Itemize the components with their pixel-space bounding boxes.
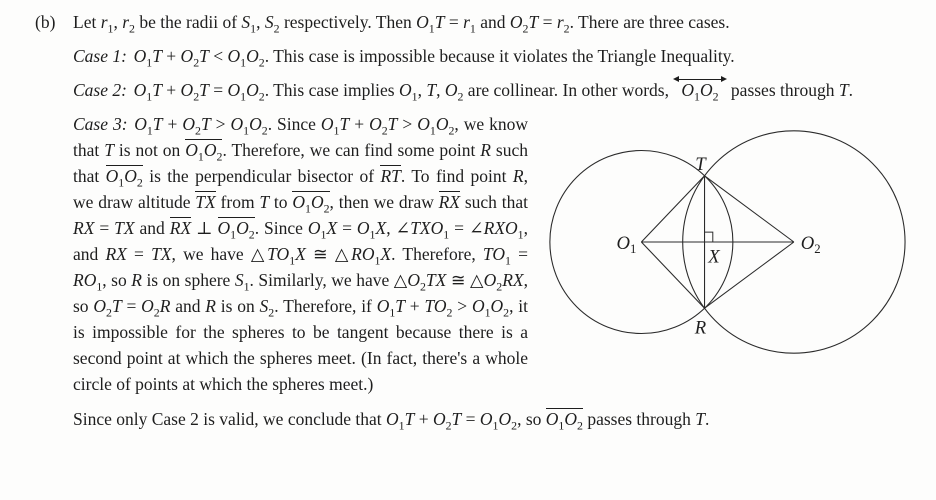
segment-o1r xyxy=(641,242,704,308)
item-label: (b) xyxy=(35,12,56,32)
case-3-paragraph xyxy=(73,111,908,397)
segment-o1t xyxy=(641,176,704,242)
case-3-text: $O_1T + O_2T > O_1O_2$. Since $O_1T + O_2T > O_1O_2$, we know that T is not on $O_1O_2$. Therefore, we can find some point R such that $O_1O_2$ is the perpendicular bisector of RT. To find point R, we draw altitude TX from T to $O_1O_2$, then we draw RX such that RX = TX and RX ⊥ $O_1O_2$. Since $O_1X = O_1X$, $\angle TXO_1$ = $\angle RXO_1$, and RX = TX, we have $\triangle TO_1X$ ≅ $\triangle RO_1X$. Therefore, $TO_1 = RO_1$, so R is on sphere $S_1$. Similarly, we have $\triangle O_2TX$ ≅ $\triangle O_2RX$, so $O_2T = O_2R$ and R is on $S_2$. Therefore, if $O_1T + TO_2 > O_1O_2$, it is impossible for the spheres to be tangent because there is a second point at which the spheres meet. (In fact, there's a whole circle of points at which the spheres meet.) xyxy=(73,114,529,394)
segment-o2t xyxy=(705,176,794,242)
label-r: R xyxy=(694,317,707,339)
case-2-text: $O_1T + O_2T = O_1O_2$. This case implies $O_1$, T, $O_2$ are collinear. In other words, $O_1O_2$ passes through T. xyxy=(133,80,853,104)
case-3-label: Case 3: xyxy=(73,114,128,134)
case-1-paragraph xyxy=(73,43,908,69)
label-o1: $O_1$ xyxy=(616,232,637,256)
conclusion-paragraph: Since only Case 2 is valid, we conclude that $O_1T + O_2T = O_1O_2$, so $O_1O_2$ passes through T. xyxy=(73,409,710,433)
right-angle-mark xyxy=(705,232,713,242)
intro-paragraph: Let $r_1$, $r_2$ be the radii of $S_1$, $S_2$ respectively. Then $O_1T = r_1$ and $O_2T = r_2$. There are three cases. xyxy=(73,12,730,36)
case-2-paragraph xyxy=(73,77,908,103)
case-1-label: Case 1: xyxy=(73,46,127,66)
case-2-label: Case 2: xyxy=(73,80,127,100)
label-t: T xyxy=(695,154,706,176)
part-b-section xyxy=(35,9,908,35)
circles-diagram xyxy=(542,113,908,371)
case-1-text: $O_1T + O_2T < O_1O_2$. This case is impossible because it violates the Triangle Inequality. xyxy=(133,46,735,70)
label-o2: $O_2$ xyxy=(800,232,821,256)
two-circles-figure xyxy=(542,113,908,371)
label-x: X xyxy=(708,246,720,268)
